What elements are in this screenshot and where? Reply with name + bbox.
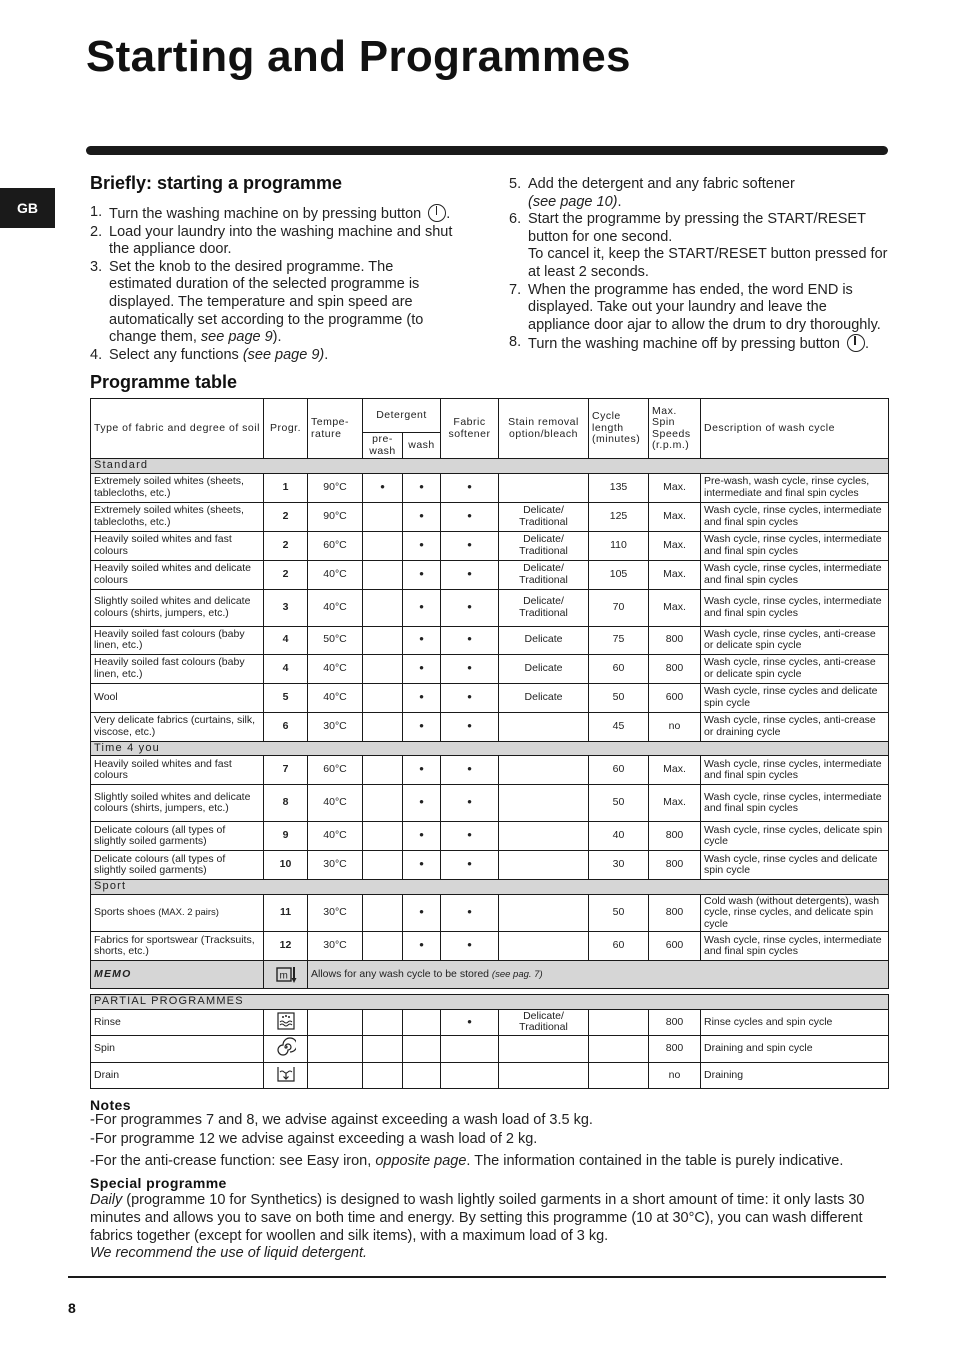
bullet-mark <box>419 663 424 675</box>
cell-stain <box>499 756 589 785</box>
cell-spin: Max. <box>649 473 701 502</box>
cell-stain: Delicate/ Traditional <box>499 1009 589 1036</box>
cell-stain: Delicate/ Traditional <box>499 531 589 560</box>
cell-temp: 40°C <box>308 683 363 712</box>
cell-softener <box>441 683 499 712</box>
cell-fabric: Fabrics for sportswear (Tracksuits, shorts, etc.) <box>91 932 264 961</box>
cell-progr: 5 <box>264 683 308 712</box>
cell-wash <box>403 1036 441 1063</box>
cell-fabric: Delicate colours (all types of slightly soiled garments) <box>91 822 264 851</box>
cell-icon <box>264 1036 308 1063</box>
cell-fabric: Very delicate fabrics (curtains, silk, viscose, etc.) <box>91 712 264 741</box>
cell-softener <box>441 473 499 502</box>
cell-temp: 40°C <box>308 589 363 626</box>
cell-prewash <box>363 502 403 531</box>
cell-prewash <box>363 626 403 654</box>
cell-spin: 800 <box>649 894 701 932</box>
cell-wash <box>403 531 441 560</box>
svg-text:m: m <box>279 970 288 981</box>
cell-stain <box>499 822 589 851</box>
section-sport: Sport <box>91 880 889 895</box>
table-row <box>91 531 889 560</box>
cell-desc: Wash cycle, rinse cycles, anti-crease or delicate spin cycle <box>701 626 889 654</box>
language-tab: GB <box>0 188 55 228</box>
bullet-mark <box>467 663 472 675</box>
bullet-mark <box>419 602 424 614</box>
cell-softener <box>441 1009 499 1036</box>
note-2: -For programme 12 we advise against exceeding a wash load of 2 kg. <box>90 1131 538 1147</box>
cell-temp: 30°C <box>308 894 363 932</box>
cell-wash <box>403 589 441 626</box>
memo-label: MEMO <box>91 961 264 989</box>
cell-spin: 800 <box>649 654 701 683</box>
step-6: 6. Start the programme by pressing the START/RESET button for one second. To cancel it, keep the START/RESET button pressed for at least 2 seconds. <box>509 211 888 280</box>
col-prewash: pre-wash <box>363 433 403 459</box>
cell-prewash <box>363 654 403 683</box>
table-row <box>91 626 889 654</box>
cell-wash <box>403 756 441 785</box>
cell-spin: Max. <box>649 560 701 589</box>
cell-icon <box>264 1009 308 1036</box>
cell-wash <box>403 502 441 531</box>
table-row <box>91 894 889 932</box>
cell-fabric: Spin <box>91 1036 264 1063</box>
cell-wash <box>403 932 441 961</box>
cell-cycle: 60 <box>589 932 649 961</box>
cell-progr: 2 <box>264 502 308 531</box>
power-icon <box>428 204 446 222</box>
cell-prewash <box>363 932 403 961</box>
cell-desc: Wash cycle, rinse cycles, intermediate and final spin cycles <box>701 589 889 626</box>
col-stain: Stain removal option/bleach <box>499 399 589 459</box>
cell-fabric: Heavily soiled whites and fast colours <box>91 531 264 560</box>
cell-temp: 30°C <box>308 851 363 880</box>
bullet-mark <box>467 511 472 523</box>
step-4: 4. Select any functions (see page 9). <box>90 346 329 363</box>
cell-spin: 800 <box>649 1036 701 1063</box>
cell-desc: Wash cycle, rinse cycles, intermediate and final spin cycles <box>701 560 889 589</box>
table-row <box>91 589 889 626</box>
cell-softener <box>441 1036 499 1063</box>
cell-softener <box>441 654 499 683</box>
cell-temp: 40°C <box>308 822 363 851</box>
cell-temp <box>308 1062 363 1089</box>
col-softener: Fabric softener <box>441 399 499 459</box>
cell-prewash <box>363 560 403 589</box>
table-row <box>91 654 889 683</box>
bullet-mark <box>467 692 472 704</box>
step-1: 1. Turn the washing machine on by pressing button . <box>90 204 451 222</box>
cell-wash <box>403 473 441 502</box>
cell-desc: Wash cycle, rinse cycles, delicate spin cycle <box>701 822 889 851</box>
col-desc: Description of wash cycle <box>701 399 889 459</box>
cell-temp: 40°C <box>308 654 363 683</box>
cell-stain <box>499 894 589 932</box>
table-row <box>91 1009 889 1036</box>
cell-fabric: Slightly soiled whites and delicate colours (shirts, jumpers, etc.) <box>91 785 264 822</box>
cell-progr: 4 <box>264 626 308 654</box>
bullet-mark <box>467 764 472 776</box>
cell-softener <box>441 851 499 880</box>
cell-spin: no <box>649 712 701 741</box>
table-row <box>91 1062 889 1089</box>
memo-row <box>91 961 889 989</box>
cell-fabric: Delicate colours (all types of slightly soiled garments) <box>91 851 264 880</box>
cell-softener <box>441 785 499 822</box>
cell-cycle: 135 <box>589 473 649 502</box>
bullet-mark <box>419 540 424 552</box>
cell-prewash <box>363 822 403 851</box>
cell-softener <box>441 932 499 961</box>
section-time4you: Time 4 you <box>91 741 889 756</box>
table-row <box>91 473 889 502</box>
cell-desc: Wash cycle, rinse cycles, intermediate and final spin cycles <box>701 531 889 560</box>
cell-spin: 800 <box>649 626 701 654</box>
cell-softener <box>441 712 499 741</box>
table-row <box>91 932 889 961</box>
cell-prewash <box>363 473 403 502</box>
col-wash: wash <box>403 433 441 459</box>
bullet-mark <box>419 859 424 871</box>
cell-cycle <box>589 1036 649 1063</box>
cell-fabric: Extremely soiled whites (sheets, tablecloths, etc.) <box>91 473 264 502</box>
cell-cycle <box>589 1062 649 1089</box>
bullet-mark <box>467 721 472 733</box>
memo-icon <box>264 961 308 989</box>
cell-spin: Max. <box>649 531 701 560</box>
bullet-mark <box>419 634 424 646</box>
cell-prewash <box>363 785 403 822</box>
cell-temp: 60°C <box>308 531 363 560</box>
rinse-icon <box>276 1011 296 1035</box>
cell-fabric: Slightly soiled whites and delicate colours (shirts, jumpers, etc.) <box>91 589 264 626</box>
cell-cycle <box>589 1009 649 1036</box>
cell-wash <box>403 626 441 654</box>
note-3: -For the anti-crease function: see Easy iron, opposite page. The information contained in the table is purely indicative. <box>90 1153 844 1169</box>
cell-stain <box>499 851 589 880</box>
memo-text: Allows for any wash cycle to be stored (see pag. 7) <box>308 961 889 989</box>
bullet-mark <box>419 721 424 733</box>
table-header-row <box>91 399 889 433</box>
cell-cycle: 105 <box>589 560 649 589</box>
bullet-mark <box>419 907 424 919</box>
cell-cycle: 60 <box>589 756 649 785</box>
table-row <box>91 560 889 589</box>
page-number: 8 <box>68 1300 76 1316</box>
bullet-mark <box>467 482 472 494</box>
step-2: 2. Load your laundry into the washing machine and shut the appliance door. <box>90 223 453 258</box>
col-temp: Tempe-rature <box>308 399 363 459</box>
bullet-mark <box>467 602 472 614</box>
bullet-mark <box>467 569 472 581</box>
cell-stain: Delicate <box>499 683 589 712</box>
cell-prewash <box>363 589 403 626</box>
cell-softener <box>441 1062 499 1089</box>
cell-fabric: Rinse <box>91 1009 264 1036</box>
cell-progr: 4 <box>264 654 308 683</box>
cell-fabric: Heavily soiled whites and delicate colours <box>91 560 264 589</box>
cell-cycle: 50 <box>589 894 649 932</box>
cell-spin: Max. <box>649 589 701 626</box>
cell-softener <box>441 560 499 589</box>
cell-softener <box>441 756 499 785</box>
cell-wash <box>403 683 441 712</box>
cell-cycle: 50 <box>589 785 649 822</box>
cell-temp: 30°C <box>308 712 363 741</box>
cell-progr: 9 <box>264 822 308 851</box>
col-detergent: Detergent <box>363 399 441 433</box>
bullet-mark <box>419 482 424 494</box>
cell-wash <box>403 1009 441 1036</box>
cell-cycle: 30 <box>589 851 649 880</box>
special-heading: Special programme <box>90 1175 227 1191</box>
bullet-mark <box>419 797 424 809</box>
cell-desc: Wash cycle, rinse cycles, anti-crease or draining cycle <box>701 712 889 741</box>
cell-spin: 600 <box>649 932 701 961</box>
cell-stain: Delicate <box>499 626 589 654</box>
cell-softener <box>441 822 499 851</box>
steps-left <box>90 204 458 364</box>
cell-cycle: 70 <box>589 589 649 626</box>
cell-stain <box>499 932 589 961</box>
table-row <box>91 1036 889 1063</box>
cell-fabric: Wool <box>91 683 264 712</box>
table-row <box>91 712 889 741</box>
cell-stain <box>499 1036 589 1063</box>
cell-temp <box>308 1036 363 1063</box>
cell-desc: Draining <box>701 1062 889 1089</box>
cell-icon <box>264 1062 308 1089</box>
cell-softener <box>441 626 499 654</box>
cell-wash <box>403 851 441 880</box>
cell-stain: Delicate/ Traditional <box>499 502 589 531</box>
cell-progr: 7 <box>264 756 308 785</box>
cell-desc: Draining and spin cycle <box>701 1036 889 1063</box>
cell-temp: 30°C <box>308 932 363 961</box>
step-8: 8. Turn the washing machine off by pressing button . <box>509 334 869 353</box>
section-partial: PARTIAL PROGRAMMES <box>91 995 889 1010</box>
table-row <box>91 683 889 712</box>
spin-icon <box>276 1037 296 1061</box>
cell-progr: 8 <box>264 785 308 822</box>
step-7: 7. When the programme has ended, the word END is displayed. Take out your laundry and leave the appliance door ajar to allow the drum to dry thoroughly. <box>509 281 881 333</box>
briefly-heading: Briefly: starting a programme <box>90 173 343 193</box>
cell-desc: Wash cycle, rinse cycles and delicate spin cycle <box>701 683 889 712</box>
cell-fabric: Drain <box>91 1062 264 1089</box>
col-cycle: Cycle length (minutes) <box>589 399 649 459</box>
cell-wash <box>403 712 441 741</box>
programme-table <box>90 398 889 1089</box>
cell-prewash <box>363 1009 403 1036</box>
cell-stain: Delicate <box>499 654 589 683</box>
cell-softener <box>441 894 499 932</box>
cell-progr: 11 <box>264 894 308 932</box>
bullet-mark <box>467 859 472 871</box>
cell-fabric: Heavily soiled whites and fast colours <box>91 756 264 785</box>
cell-temp: 90°C <box>308 502 363 531</box>
table-row <box>91 785 889 822</box>
table-row <box>91 822 889 851</box>
cell-spin: 800 <box>649 851 701 880</box>
step-5: 5. Add the detergent and any fabric softener (see page 10). <box>509 176 795 210</box>
cell-stain <box>499 712 589 741</box>
cell-desc: Wash cycle, rinse cycles, intermediate and final spin cycles <box>701 785 889 822</box>
cell-spin: no <box>649 1062 701 1089</box>
power-icon <box>847 334 865 352</box>
bullet-mark <box>380 482 385 494</box>
cell-desc: Cold wash (without detergents), wash cycle, rinse cycles, and delicate spin cycle <box>701 894 889 932</box>
cell-fabric: Extremely soiled whites (sheets, tablecloths, etc.) <box>91 502 264 531</box>
cell-prewash <box>363 531 403 560</box>
cell-temp: 40°C <box>308 785 363 822</box>
cell-wash <box>403 822 441 851</box>
step-3: 3. Set the knob to the desired programme. The estimated duration of the selected programme is displayed. The temperature and spin speed are automatically set according to the programme (to change them, see page 9). <box>90 258 424 346</box>
cell-progr: 6 <box>264 712 308 741</box>
cell-cycle: 75 <box>589 626 649 654</box>
cell-prewash <box>363 712 403 741</box>
table-row <box>91 502 889 531</box>
note-1: -For programmes 7 and 8, we advise against exceeding a wash load of 3.5 kg. <box>90 1112 593 1128</box>
cell-temp <box>308 1009 363 1036</box>
cell-spin: 800 <box>649 1009 701 1036</box>
cell-cycle: 110 <box>589 531 649 560</box>
cell-fabric: Heavily soiled fast colours (baby linen, etc.) <box>91 654 264 683</box>
cell-stain <box>499 1062 589 1089</box>
table-row <box>91 851 889 880</box>
cell-wash <box>403 560 441 589</box>
cell-cycle: 40 <box>589 822 649 851</box>
cell-progr: 2 <box>264 531 308 560</box>
notes-heading: Notes <box>90 1097 131 1113</box>
cell-prewash <box>363 894 403 932</box>
cell-desc: Wash cycle, rinse cycles and delicate spin cycle <box>701 851 889 880</box>
cell-stain <box>499 785 589 822</box>
cell-progr: 1 <box>264 473 308 502</box>
cell-cycle: 45 <box>589 712 649 741</box>
cell-spin: 800 <box>649 822 701 851</box>
cell-stain: Delicate/ Traditional <box>499 560 589 589</box>
steps-right <box>509 176 889 354</box>
cell-progr: 12 <box>264 932 308 961</box>
cell-wash <box>403 894 441 932</box>
cell-spin: Max. <box>649 502 701 531</box>
cell-prewash <box>363 1036 403 1063</box>
cell-temp: 90°C <box>308 473 363 502</box>
bullet-mark <box>467 940 472 952</box>
bullet-mark <box>467 1017 472 1029</box>
special-text: Daily (programme 10 for Synthetics) is designed to wash lightly soiled garments in a short amount of time: it only lasts 30 minutes and allows you to save on both time and energy. By setting this programme (10 at 30°C), you can wash different fabrics together (except for woollen and silk items), with a maximum load of 3 kg. We recommend the use of liquid detergent. <box>90 1192 865 1262</box>
bullet-mark <box>419 830 424 842</box>
cell-progr: 2 <box>264 560 308 589</box>
bullet-mark <box>419 764 424 776</box>
cell-wash <box>403 1062 441 1089</box>
bullet-mark <box>419 940 424 952</box>
table-row <box>91 756 889 785</box>
cell-softener <box>441 531 499 560</box>
cell-spin: Max. <box>649 756 701 785</box>
bullet-mark <box>467 634 472 646</box>
cell-progr: 10 <box>264 851 308 880</box>
bullet-mark <box>467 907 472 919</box>
bullet-mark <box>467 540 472 552</box>
cell-spin: Max. <box>649 785 701 822</box>
col-fabric: Type of fabric and degree of soil <box>91 399 264 459</box>
bullet-mark <box>467 797 472 809</box>
header-rule <box>86 146 888 155</box>
page-title: Starting and Programmes <box>86 32 631 81</box>
cell-prewash <box>363 683 403 712</box>
footer-rule <box>68 1276 886 1278</box>
cell-desc: Wash cycle, rinse cycles, intermediate and final spin cycles <box>701 502 889 531</box>
programme-table-heading: Programme table <box>90 372 238 392</box>
cell-prewash <box>363 851 403 880</box>
cell-wash <box>403 654 441 683</box>
cell-stain: Delicate/ Traditional <box>499 589 589 626</box>
section-standard: Standard <box>91 459 889 474</box>
bullet-mark <box>419 692 424 704</box>
cell-desc: Wash cycle, rinse cycles, intermediate and final spin cycles <box>701 932 889 961</box>
cell-desc: Rinse cycles and spin cycle <box>701 1009 889 1036</box>
cell-temp: 60°C <box>308 756 363 785</box>
cell-cycle: 60 <box>589 654 649 683</box>
cell-temp: 40°C <box>308 560 363 589</box>
cell-spin: 600 <box>649 683 701 712</box>
cell-progr: 3 <box>264 589 308 626</box>
cell-cycle: 50 <box>589 683 649 712</box>
cell-wash <box>403 785 441 822</box>
drain-icon <box>276 1064 296 1088</box>
cell-fabric: Sports shoes (MAX. 2 pairs) <box>91 894 264 932</box>
col-progr: Progr. <box>264 399 308 459</box>
cell-prewash <box>363 1062 403 1089</box>
col-spin: Max. Spin Speeds (r.p.m.) <box>649 399 701 459</box>
cell-softener <box>441 502 499 531</box>
cell-desc: Wash cycle, rinse cycles, intermediate and final spin cycles <box>701 756 889 785</box>
cell-temp: 50°C <box>308 626 363 654</box>
bullet-mark <box>467 830 472 842</box>
cell-desc: Pre-wash, wash cycle, rinse cycles, intermediate and final spin cycles <box>701 473 889 502</box>
cell-desc: Wash cycle, rinse cycles, anti-crease or delicate spin cycle <box>701 654 889 683</box>
bullet-mark <box>419 511 424 523</box>
bullet-mark <box>419 569 424 581</box>
cell-fabric: Heavily soiled fast colours (baby linen, etc.) <box>91 626 264 654</box>
cell-softener <box>441 589 499 626</box>
cell-prewash <box>363 756 403 785</box>
cell-stain <box>499 473 589 502</box>
cell-cycle: 125 <box>589 502 649 531</box>
